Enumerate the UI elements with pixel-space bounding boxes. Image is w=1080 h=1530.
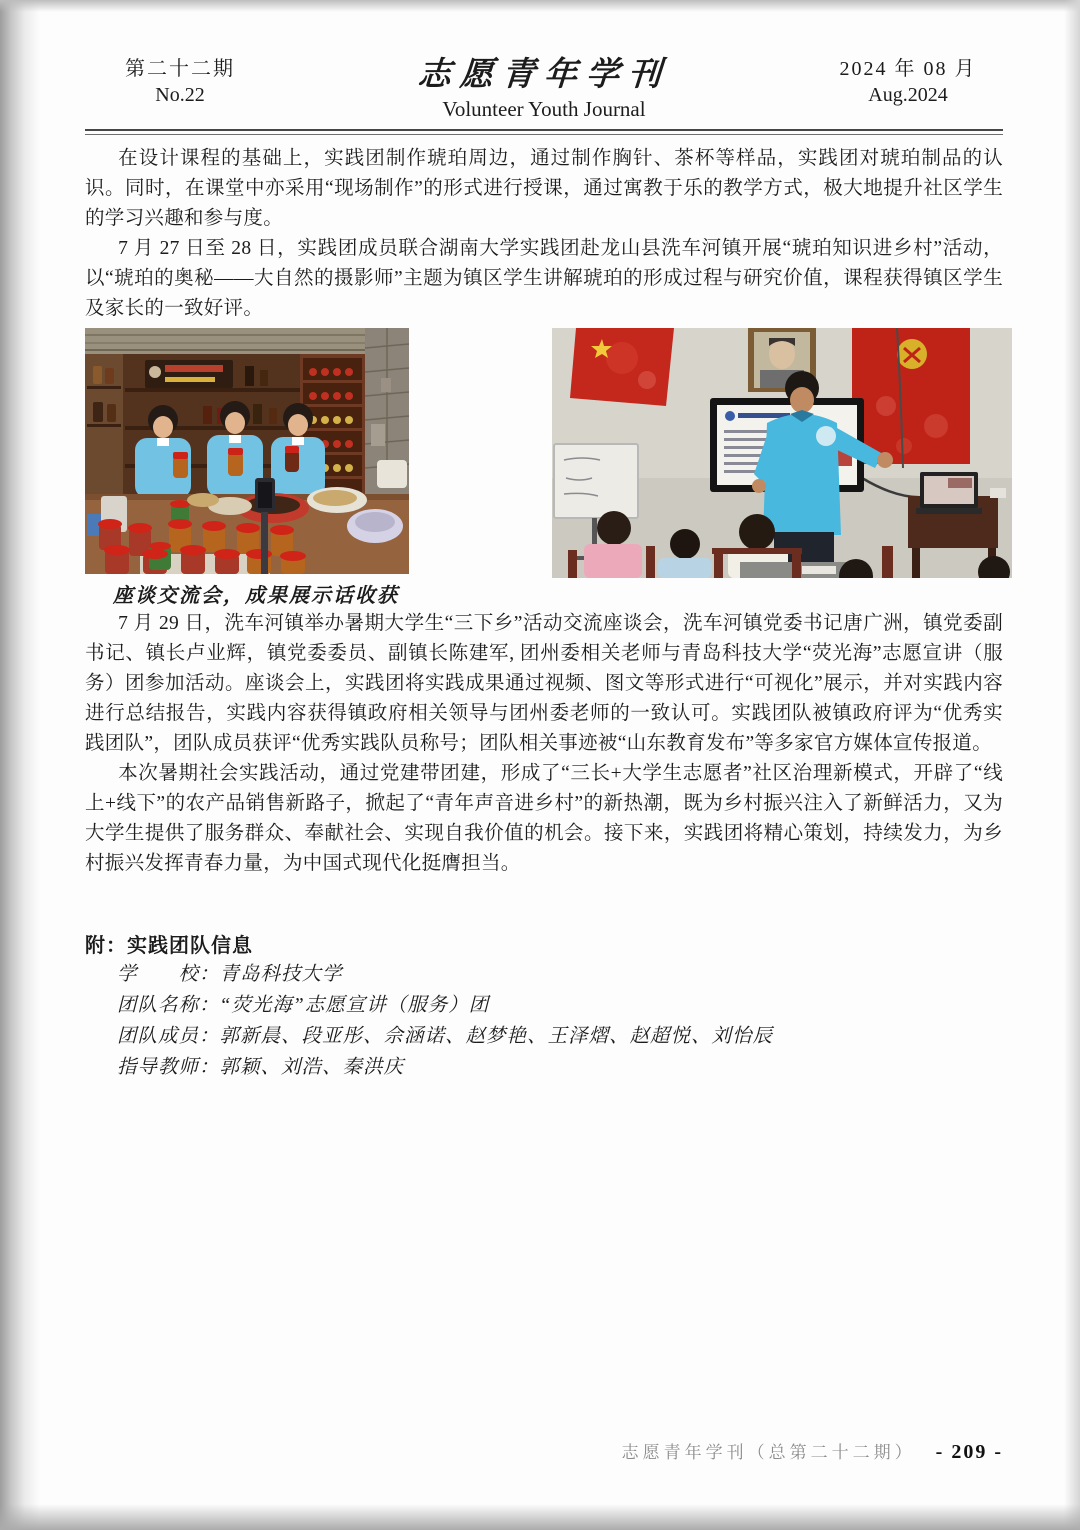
journal-title-en: Volunteer Youth Journal <box>442 97 646 121</box>
issue-number-en: No.22 <box>155 84 205 106</box>
appendix-label: 团队名称： <box>117 995 220 1016</box>
page-header <box>85 0 1003 122</box>
page-footer <box>622 1438 1003 1464</box>
issue-date-cn: 2024 年 08 月 <box>839 58 977 80</box>
paragraph-summary: 本次暑期社会实践活动，通过党建带团建，形成了“三长+大学生志愿者”社区治理新模式，开辟了“线上+线下”的农产品销售新路子，掀起了“青年声音进乡村”的新热潮，既为乡村振兴注入了新鲜活力，又为大学生提供了服务群众、奉献社会、实现自我价值的机会。接下来，实践团将精心策划，持续发力，为乡村振兴发挥青春力量，为中国式现代化挺膺担当。 <box>85 763 1003 874</box>
appendix-row-school <box>85 959 1003 990</box>
header-divider <box>85 129 1003 135</box>
page-number: - 209 - <box>935 1441 1003 1463</box>
appendix-row-advisors <box>85 1052 1003 1083</box>
journal-title-cn: 志愿青年学刊 <box>416 57 672 93</box>
paragraph-course-design: 在设计课程的基础上，实践团制作琥珀周边，通过制作胸针、茶杯等样品，实践团对琥珀制品的认识。同时，在课堂中亦采用“现场制作”的形式进行授课，通过寓教于乐的教学方式，极大地提升社区学生的学习兴趣和参与度。 <box>85 148 1003 229</box>
paragraph-symposium: 7 月 29 日，洗车河镇举办暑期大学生“三下乡”活动交流座谈会，洗车河镇党委书记唐广洲，镇党委副书记、镇长卢业辉，镇党委委员、副镇长陈建军, 团州委相关老师与青岛科技大学“荧光海”志愿宣讲（服务）团参加活动。座谈会上，实践团将实践成果通过视频、图文等形式进行“可视化”展示，并对实践内容进行总结报告，实践内容获得镇政府相关领导与团州委老师的一致认可。实践团队被镇政府评为“优秀实践团队”，团队成员获评“优秀实践队员称号；团队相关事迹被“山东教育发布”等多家官方媒体宣传报道。 <box>85 613 1003 754</box>
article-body <box>85 144 1003 1083</box>
page-edge-top-shadow <box>0 0 1080 12</box>
appendix-title: 附：实践团队信息 <box>85 935 253 957</box>
page-content <box>85 0 1003 1083</box>
header-date-block <box>813 56 1003 108</box>
appendix-value: “荧光海”志愿宣讲（服务）团 <box>219 995 490 1016</box>
appendix-row-team-name <box>85 990 1003 1021</box>
appendix-label: 学 校： <box>117 964 220 985</box>
photo-row <box>85 328 1012 578</box>
paragraph-village-activity: 7 月 27 日至 28 日，实践团成员联合湖南大学实践团赴龙山县洗车河镇开展“琥珀知识进乡村”活动，以“琥珀的奥秘——大自然的摄影师”主题为镇区学生讲解琥珀的形成过程与研究价值，课程获得镇区学生及家长的一致好评。 <box>85 238 1003 319</box>
appendix-team-info <box>85 933 1003 1083</box>
footer-journal-name: 志愿青年学刊（总第二十二期） <box>621 1443 916 1462</box>
appendix-value: 郭新晨、段亚彤、佘涵诺、赵梦艳、王泽熠、赵超悦、刘怡辰 <box>219 1026 774 1047</box>
section-heading: 座谈交流会，成果展示话收获 <box>113 585 399 607</box>
appendix-value: 青岛科技大学 <box>219 964 343 985</box>
appendix-label: 指导教师： <box>117 1057 220 1078</box>
photo-jar-shop <box>85 328 409 574</box>
appendix-row-members <box>85 1021 1003 1052</box>
page-edge-bottom-shadow <box>0 1504 1080 1530</box>
issue-number-cn: 第二十二期 <box>125 58 235 80</box>
page-edge-left-shadow <box>0 0 40 1530</box>
header-title-block <box>275 56 813 122</box>
appendix-label: 团队成员： <box>117 1026 220 1047</box>
header-issue-block <box>85 56 275 108</box>
appendix-value: 郭颖、刘浩、秦洪庆 <box>219 1057 405 1078</box>
page-edge-right-shadow <box>1064 0 1080 1530</box>
photo-classroom <box>552 328 1012 578</box>
issue-date-en: Aug.2024 <box>868 84 948 106</box>
